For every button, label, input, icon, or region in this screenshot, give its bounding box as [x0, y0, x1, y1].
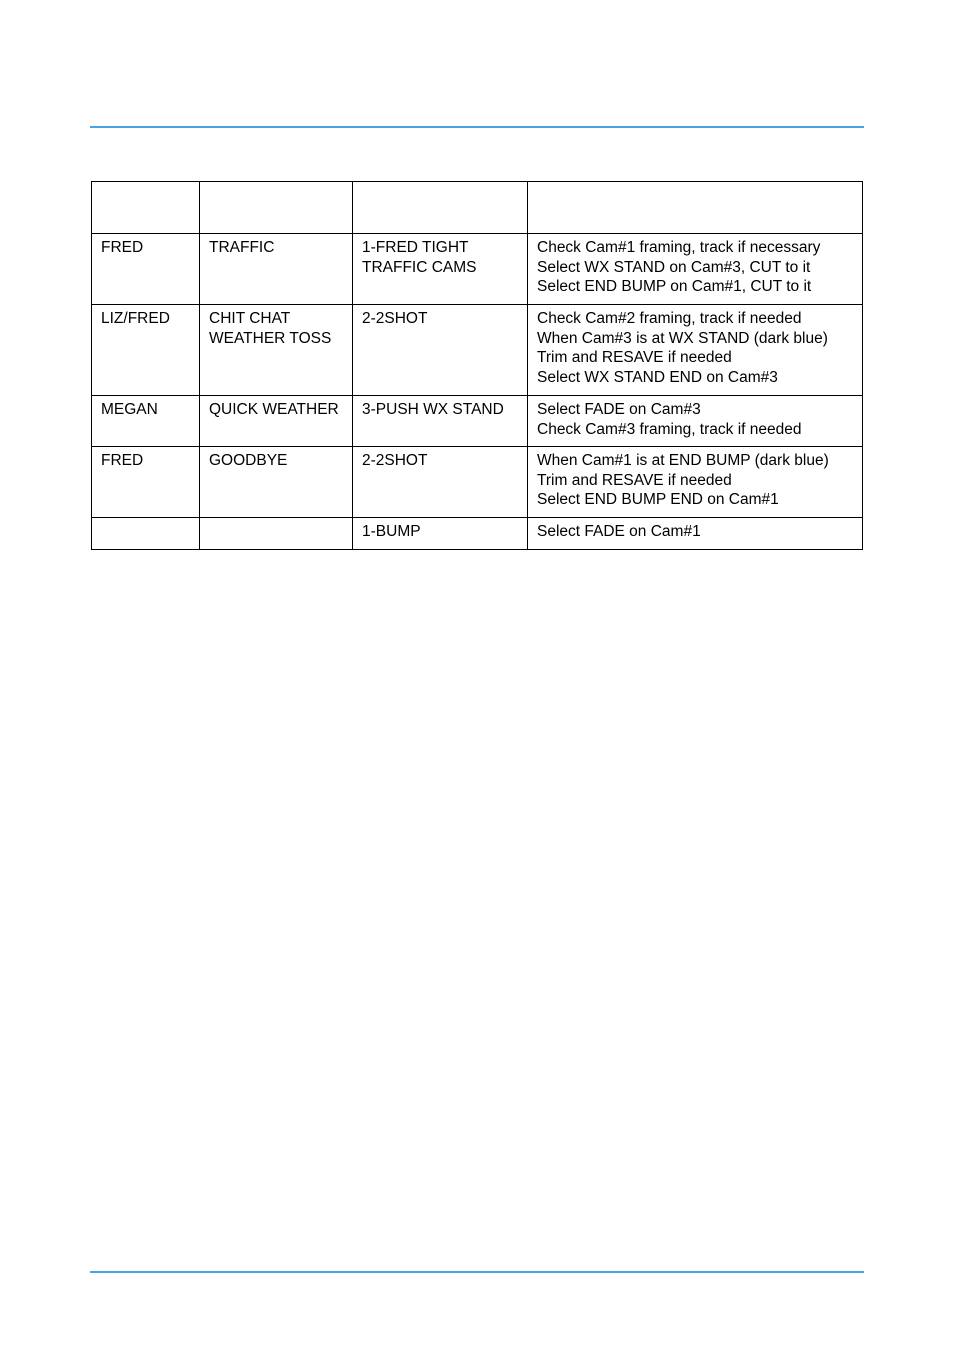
header-cell-talent: [92, 182, 200, 234]
segment-cell: TRAFFIC: [200, 234, 353, 305]
instructions-cell: Check Cam#2 framing, track if needed When Cam#3 is at WX STAND (dark blue) Trim and RESAVE if needed Select WX STAND END on Cam#3: [528, 305, 863, 396]
talent-cell: FRED: [92, 447, 200, 518]
shot-cell: 3-PUSH WX STAND: [353, 396, 528, 447]
footer-rule: [90, 1271, 864, 1273]
header-rule: [90, 126, 864, 128]
talent-cell: MEGAN: [92, 396, 200, 447]
table-row: [92, 305, 863, 396]
shot-cell: 2-2SHOT: [353, 305, 528, 396]
header-cell-instructions: [528, 182, 863, 234]
table-row: [92, 396, 863, 447]
table-row: [92, 234, 863, 305]
segment-cell: CHIT CHAT WEATHER TOSS: [200, 305, 353, 396]
table-row: [92, 447, 863, 518]
segment-cell: QUICK WEATHER: [200, 396, 353, 447]
shot-cell: 1-BUMP: [353, 518, 528, 550]
segment-cell: GOODBYE: [200, 447, 353, 518]
talent-cell: LIZ/FRED: [92, 305, 200, 396]
table-row: [92, 518, 863, 550]
instructions-cell: Select FADE on Cam#3 Check Cam#3 framing, track if needed: [528, 396, 863, 447]
talent-cell: FRED: [92, 234, 200, 305]
header-cell-shot: [353, 182, 528, 234]
instructions-cell: Check Cam#1 framing, track if necessary Select WX STAND on Cam#3, CUT to it Select END BUMP on Cam#1, CUT to it: [528, 234, 863, 305]
shot-cell: 1-FRED TIGHT TRAFFIC CAMS: [353, 234, 528, 305]
header-cell-segment: [200, 182, 353, 234]
rundown-table: [91, 181, 863, 550]
segment-cell: [200, 518, 353, 550]
table-header-row: [92, 182, 863, 234]
shot-cell: 2-2SHOT: [353, 447, 528, 518]
talent-cell: [92, 518, 200, 550]
instructions-cell: When Cam#1 is at END BUMP (dark blue) Trim and RESAVE if needed Select END BUMP END on Cam#1: [528, 447, 863, 518]
instructions-cell: Select FADE on Cam#1: [528, 518, 863, 550]
